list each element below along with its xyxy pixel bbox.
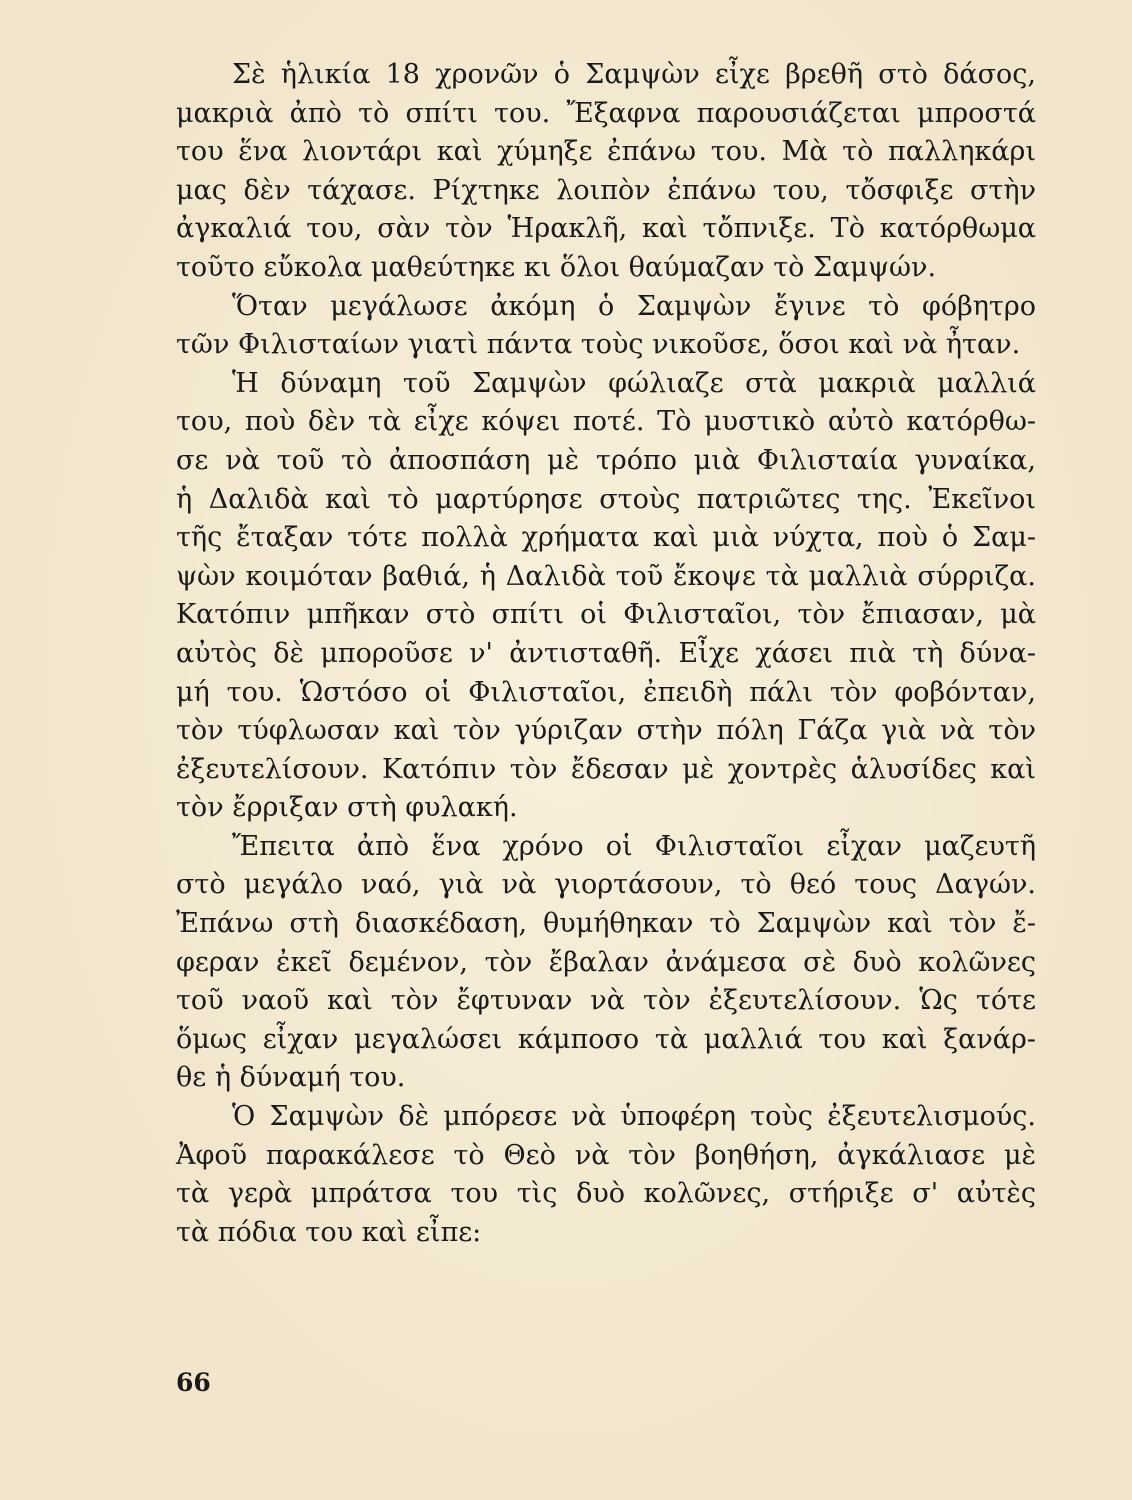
text-line: μακριὰ ἀπὸ τὸ σπίτι του. Ἔξαφνα παρουσιάζεται μπροστά: [176, 97, 1036, 129]
text-line: τῶν Φιλισταίων γιατὶ πάντα τοὺς νικοῦσε, ὅσοι καὶ νὰ ἦταν.: [176, 329, 1021, 361]
text-line: Ἀφοῦ παρακάλεσε τὸ Θεὸ νὰ τὸν βοηθήση, ἀγκάλιασε μὲ: [176, 1139, 1036, 1171]
text-line: μας δὲν τάχασε. Ρίχτηκε λοιπὸν ἐπάνω του, τὄσφιξε στὴν: [176, 174, 1036, 206]
page-number: 66: [176, 1368, 211, 1397]
text-line: φεραν ἐκεῖ δεμένον, τὸν ἔβαλαν ἀνάμεσα σὲ δυὸ κολῶνες: [176, 946, 1036, 978]
text-line: Ὅταν μεγάλωσε ἀκόμη ὁ Σαμψὼν ἔγινε τὸ φόβητρο: [232, 290, 1036, 322]
body-text: [176, 56, 1036, 1252]
text-line: του, ποὺ δὲν τὰ εἶχε κόψει ποτέ. Τὸ μυστικὸ αὐτὸ κατόρθω-: [176, 406, 1036, 438]
text-line: μή του. Ὡστόσο οἱ Φιλισταῖοι, ἐπειδὴ πάλι τὸν φοβόνταν,: [176, 676, 1036, 708]
text-line: Ἐπάνω στὴ διασκέδαση, θυμήθηκαν τὸ Σαμψὼν καὶ τὸν ἔ-: [176, 908, 1036, 940]
text-line: σε νὰ τοῦ τὸ ἀποσπάση μὲ τρόπο μιὰ Φιλισταία γυναίκα,: [176, 444, 1036, 476]
text-line: τὸν ἔρριξαν στὴ φυλακή.: [176, 792, 518, 824]
text-line: τὰ πόδια του καὶ εἶπε:: [176, 1216, 482, 1248]
text-line: τὸν τύφλωσαν καὶ τὸν γύριζαν στὴν πόλη Γάζα γιὰ νὰ τὸν: [176, 715, 1036, 747]
text-line: ψὼν κοιμόταν βαθιά, ἡ Δαλιδὰ τοῦ ἔκοψε τὰ μαλλιὰ σύρριζα.: [176, 560, 1036, 592]
text-line: ὅμως εἶχαν μεγαλώσει κάμποσο τὰ μαλλιά του καὶ ξανάρ-: [176, 1023, 1036, 1055]
text-line: τῆς ἔταξαν τότε πολλὰ χρήματα καὶ μιὰ νύχτα, ποὺ ὁ Σαμ-: [176, 522, 1036, 554]
text-line: ἐξευτελίσουν. Κατόπιν τὸν ἔδεσαν μὲ χοντρὲς ἁλυσίδες καὶ: [176, 753, 1036, 785]
text-line: Ἔπειτα ἀπὸ ἕνα χρόνο οἱ Φιλισταῖοι εἶχαν μαζευτῆ: [232, 830, 1036, 862]
text-line: ἡ Δαλιδὰ καὶ τὸ μαρτύρησε στοὺς πατριῶτες της. Ἐκεῖνοι: [176, 483, 1036, 515]
text-line: Κατόπιν μπῆκαν στὸ σπίτι οἱ Φιλισταῖοι, τὸν ἔπιασαν, μὰ: [176, 599, 1036, 631]
text-line: Ὁ Σαμψὼν δὲ μπόρεσε νὰ ὑποφέρη τοὺς ἐξευτελισμούς.: [232, 1101, 1036, 1133]
text-line: Σὲ ἡλικία 18 χρονῶν ὁ Σαμψὼν εἶχε βρεθῆ στὸ δάσος,: [232, 59, 1036, 90]
text-line: του ἕνα λιοντάρι καὶ χύμηξε ἐπάνω του. Μὰ τὸ παλληκάρι: [176, 136, 1036, 168]
text-line: τοῦτο εὔκολα μαθεύτηκε κι ὅλοι θαύμαζαν τὸ Σαμψών.: [176, 251, 937, 283]
text-line: τὰ γερὰ μπράτσα του τὶς δυὸ κολῶνες, στήριξε σ' αὐτὲς: [176, 1178, 1036, 1210]
text-line: αὐτὸς δὲ μποροῦσε ν' ἀντισταθῆ. Εἶχε χάσει πιὰ τὴ δύνα-: [176, 637, 1036, 669]
text-line: ἀγκαλιά του, σὰν τὸν Ἡρακλῆ, καὶ τὄπνιξε. Τὸ κατόρθωμα: [176, 213, 1036, 245]
text-line: στὸ μεγάλο ναό, γιὰ νὰ γιορτάσουν, τὸ θεό τους Δαγών.: [176, 869, 1036, 901]
text-line: τοῦ ναοῦ καὶ τὸν ἔφτυναν νὰ τὸν ἐξευτελίσουν. Ὡς τότε: [176, 985, 1036, 1017]
text-line: θε ἡ δύναμή του.: [176, 1062, 406, 1094]
text-line: Ἡ δύναμη τοῦ Σαμψὼν φώλιαζε στὰ μακριὰ μαλλιά: [232, 367, 1036, 399]
